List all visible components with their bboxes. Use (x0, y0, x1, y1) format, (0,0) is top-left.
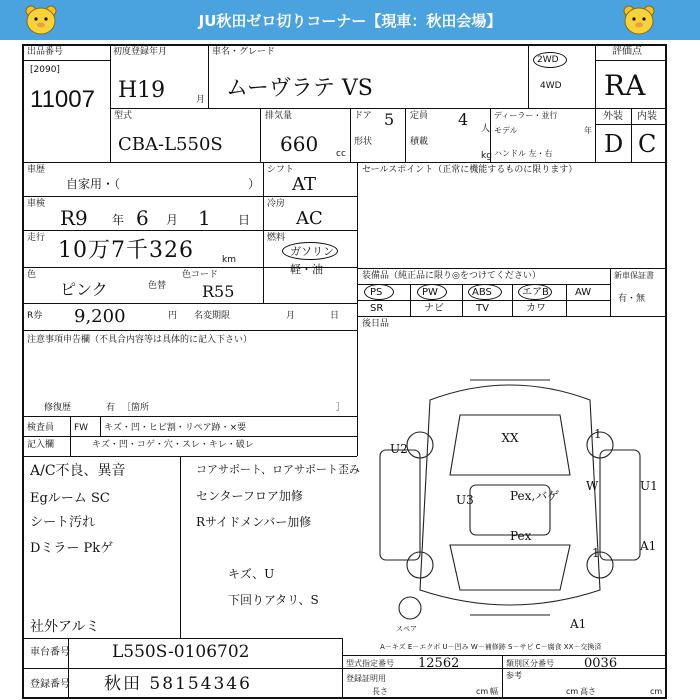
diagram-mark-w: W (586, 479, 599, 493)
mileage-label: 走行 (27, 233, 46, 243)
bear-mascot-icon (24, 4, 58, 36)
load-label: 積載 (410, 137, 429, 147)
handle-label: ハンドル 左・右 (494, 149, 553, 158)
exterior-grade: D (604, 130, 624, 158)
name-change-label: 名変期限 (194, 311, 231, 321)
notes-label: 注意事項申告欄（不具合内容等は具体的に記入下さい） (27, 335, 253, 345)
diagram-mark-pex: Pex (510, 529, 532, 543)
model-grade-value: ムーヴラテ VS (226, 76, 373, 101)
cert-height: 高さ (580, 687, 596, 696)
repair-location-close: ］ (336, 403, 346, 413)
capacity-label: 定員 (410, 111, 429, 121)
chassis-value: L550S-0106702 (112, 642, 250, 662)
warranty-label: 新車保証書 (614, 271, 654, 280)
equipment-label: 装備品（純正品に限り◎をつけてください） (362, 271, 541, 281)
category-label: 類別区分番号 (506, 659, 554, 668)
bear-mascot-icon (622, 4, 656, 36)
repair-location-label: ［箇所 (122, 403, 150, 413)
equip-ps: PS (370, 287, 383, 298)
type-value: CBA-L550S (118, 134, 223, 155)
mileage-value: 10万7千326 (58, 238, 194, 263)
cert-width: 幅 (490, 687, 498, 696)
color-code-value: R55 (202, 282, 235, 301)
check-line-2: キズ・凹・コゲ・穴・スレ・キレ・破レ (92, 440, 254, 450)
drive-4wd: 4WD (540, 81, 562, 91)
cert-length-unit: cm (476, 687, 489, 696)
inspection-day-unit: 日 (238, 213, 251, 227)
grade-label: 評価点 (612, 46, 642, 57)
cert-width-unit: cm (566, 687, 579, 696)
ac-label: 冷房 (267, 199, 286, 209)
inspection-year-unit: 年 (112, 213, 125, 227)
equip-airbag: エアB (522, 287, 549, 298)
inspection-month: 6 (136, 206, 149, 230)
remark2-4: キズ、U (228, 567, 275, 581)
spare-label: スペア (396, 625, 417, 633)
diagram-mark-u3: U3 (456, 493, 474, 507)
banner-title: JU秋田ゼロ切りコーナー【現車：秋田会場】 (198, 12, 502, 30)
interior-grade: C (638, 130, 657, 158)
cert-ref: 参考 (506, 671, 522, 680)
chassis-label: 車台番号 (30, 647, 70, 658)
car-damage-diagram (360, 360, 666, 656)
shift-value: AT (292, 174, 317, 195)
inspection-year: R9 (60, 206, 88, 230)
registration-label: 登録番号 (30, 679, 70, 690)
remark2-3: Rサイドメンバー加修 (196, 515, 312, 529)
inspection-label: 車検 (27, 199, 46, 209)
mileage-unit: km (222, 255, 236, 265)
doors-label: ドア (354, 111, 372, 121)
equip-pw: PW (422, 287, 438, 298)
fuel-other: 軽・油 (290, 263, 323, 276)
name-change-month: 月 (286, 311, 296, 321)
check-fw: FW (74, 423, 89, 433)
repair-history-label: 修復歴 (44, 403, 72, 413)
model-grade-label: 車名・グレード (212, 47, 276, 57)
usage-label: 車歴 (27, 165, 46, 175)
diagram-mark-pex-bage: Pex,バゲ (510, 489, 560, 503)
designation-label: 型式指定番号 (346, 659, 394, 668)
lot-number: 11007 (30, 86, 95, 113)
fuel-label: 燃料 (267, 233, 286, 243)
name-change-day: 日 (330, 311, 340, 321)
displacement-label: 排気量 (265, 111, 293, 121)
capacity-unit: 人 (481, 124, 491, 134)
color-value: ピンク (60, 280, 108, 299)
registration-value: 秋田 58154346 (104, 674, 252, 694)
record-label: 記入欄 (27, 440, 55, 450)
sales-point-label: セールスポイント（正常に機能するものに限ります） (362, 165, 578, 175)
color-label: 色 (27, 270, 37, 280)
model-year-label: モデル (494, 126, 518, 135)
displacement-unit: cc (336, 149, 346, 159)
cert-height-unit: cm (650, 687, 663, 696)
equip-aw: AW (575, 287, 592, 298)
remark-5: 社外アルミ (30, 619, 100, 635)
shape-label: 形状 (354, 137, 373, 147)
diagram-mark-a1-side: A1 (640, 539, 657, 553)
ac-value: AC (296, 208, 323, 229)
color-change-label: 色替 (148, 281, 167, 291)
grade-value: RA (604, 69, 646, 102)
remark2-5: 下回りアタリ、S (228, 593, 319, 607)
category-value: 0036 (584, 656, 618, 671)
equip-leather: カワ (526, 303, 546, 314)
month-unit: 月 (196, 95, 206, 105)
displacement-value: 660 (280, 132, 319, 156)
first-registration-label: 初度登録年月 (113, 47, 168, 57)
fuel-gasoline: ガソリン (290, 245, 334, 258)
diagram-mark-xx: XX (501, 431, 519, 445)
inspection-day: 1 (198, 206, 211, 230)
equip-tv: TV (476, 303, 489, 314)
remark-2: Egルーム SC (30, 491, 110, 506)
recycle-label: R券 (27, 311, 43, 321)
repair-history-value: 有 (106, 403, 116, 413)
recycle-value: 9,200 (74, 306, 126, 327)
type-label: 型式 (114, 111, 133, 121)
lot-number-label: 出品番号 (27, 47, 64, 57)
damage-legend: A－キズ E－エクボ U－凹み W－補修跡 S－サビ C－腐食 XX－交換済 (380, 643, 602, 651)
remark2-1: コアサポート、ロアサポート歪み (196, 463, 361, 476)
model-year-unit: 年 (584, 126, 592, 135)
color-code-label: 色コード (182, 270, 219, 280)
inspector-label: 検査員 (27, 423, 55, 433)
equip-sr: SR (370, 303, 384, 314)
cert-length: 長さ (372, 687, 388, 696)
capacity-value: 4 (458, 110, 469, 129)
load-unit: kg (481, 151, 492, 161)
diagram-mark-1-rear: 1 (592, 546, 600, 560)
shift-label: シフト (267, 165, 295, 175)
equip-abs: ABS (472, 287, 492, 298)
inspection-month-unit: 月 (166, 213, 179, 227)
warranty-value: 有・無 (618, 294, 646, 304)
designation-value: 12562 (418, 656, 460, 671)
usage-close: ） (248, 177, 261, 191)
diagram-mark-u1: U1 (640, 479, 658, 493)
interior-label: 内装 (637, 111, 657, 122)
diagram-mark-u2: U2 (390, 442, 408, 456)
installed-later-label: 後日品 (362, 319, 390, 329)
remark-1: A/C不良、異音 (30, 463, 126, 479)
recycle-unit: 円 (168, 311, 178, 321)
diagram-mark-a1-rear: A1 (570, 617, 587, 631)
diagram-mark-1-front: 1 (594, 427, 602, 441)
remark2-2: センターフロア加修 (196, 489, 303, 503)
exterior-label: 外装 (603, 111, 623, 122)
first-registration-value: H19 (118, 78, 166, 103)
dealer-label: ディーラー・並行 (494, 111, 558, 120)
doors-value: 5 (384, 110, 395, 129)
remark-3: シート汚れ (30, 515, 96, 530)
cert-label: 登録証明用 (346, 674, 386, 683)
remark-4: Dミラー Pkゲ (30, 541, 114, 556)
lot-code: [2090] (30, 65, 60, 75)
usage-value: 自家用・（ (66, 177, 121, 191)
equip-navi: ナビ (424, 303, 444, 314)
drive-2wd: 2WD (537, 55, 559, 65)
check-line-1: キズ・凹・ヒビ割・リペア跡・×要 (104, 423, 247, 433)
